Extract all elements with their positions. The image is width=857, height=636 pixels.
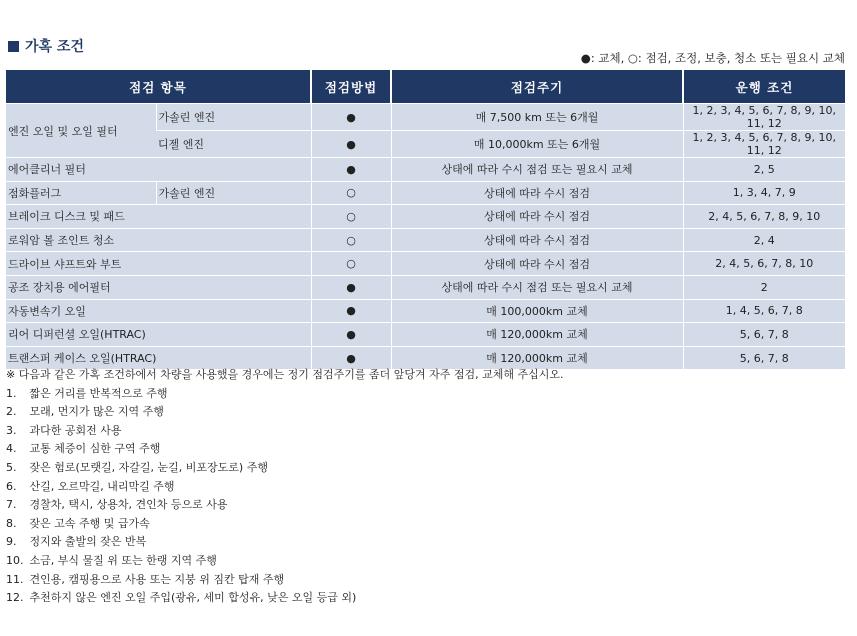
condition-number: 2. — [6, 405, 17, 419]
row-method-cell: ● — [311, 299, 391, 323]
legend-text: ●: 교체, ○: 점검, 조정, 보충, 청소 또는 필요시 교체 — [580, 51, 845, 65]
row-method-cell: ○ — [311, 252, 391, 276]
table-row — [6, 275, 845, 299]
condition-item — [6, 422, 563, 441]
row-condition-cell: 1, 3, 4, 7, 9 — [683, 181, 845, 205]
row-sub-cell: 가솔린 엔진 — [156, 181, 311, 205]
maintenance-table — [6, 70, 845, 369]
condition-item — [6, 403, 563, 422]
row-period-cell: 상태에 따라 수시 점검 — [391, 228, 683, 252]
notes-section — [6, 366, 563, 608]
condition-item — [6, 552, 563, 571]
section-title-text: 가혹 조건 — [25, 39, 84, 55]
condition-number: 5. — [6, 460, 17, 474]
condition-number: 8. — [6, 516, 17, 530]
row-item-cell: 드라이브 샤프트와 부트 — [6, 252, 311, 276]
condition-number: 3. — [6, 423, 17, 437]
row-period-cell: 매 10,000km 또는 6개월 — [391, 131, 683, 158]
row-period-cell: 매 100,000km 교체 — [391, 299, 683, 323]
row-item-cell: 점화플러그 — [6, 181, 156, 205]
row-period-cell: 매 120,000km 교체 — [391, 346, 683, 369]
row-period-cell: 상태에 따라 수시 점검 또는 필요시 교체 — [391, 275, 683, 299]
condition-item — [6, 459, 563, 478]
row-method-cell: ○ — [311, 181, 391, 205]
row-condition-cell: 2 — [683, 275, 845, 299]
condition-item — [6, 440, 563, 459]
table-row — [6, 205, 845, 229]
condition-text: 과다한 공회전 사용 — [29, 423, 122, 437]
row-period-cell: 상태에 따라 수시 점검 — [391, 205, 683, 229]
section-title — [8, 36, 84, 56]
row-period-cell: 상태에 따라 수시 점검 — [391, 252, 683, 276]
condition-text: 견인용, 캠핑용으로 사용 또는 지붕 위 짐칸 탑재 주행 — [29, 572, 285, 586]
condition-number: 6. — [6, 479, 17, 493]
condition-item — [6, 571, 563, 590]
row-method-cell: ● — [311, 275, 391, 299]
condition-text: 소금, 부식 물질 위 또는 한랭 지역 주행 — [29, 553, 217, 567]
condition-item — [6, 478, 563, 497]
condition-text: 교통 체증이 심한 구역 주행 — [29, 442, 161, 456]
condition-number: 11. — [6, 572, 24, 586]
row-item-cell: 엔진 오일 및 오일 필터 — [6, 104, 156, 158]
condition-text: 모래, 먼지가 많은 지역 주행 — [29, 405, 164, 419]
condition-number: 10. — [6, 553, 24, 567]
table-row — [6, 252, 845, 276]
condition-item — [6, 496, 563, 515]
table-row — [6, 104, 845, 131]
row-item-cell: 에어클리너 필터 — [6, 158, 311, 182]
row-sub-cell: 디젤 엔진 — [156, 131, 311, 158]
condition-number: 7. — [6, 498, 17, 512]
row-sub-cell: 가솔린 엔진 — [156, 104, 311, 131]
row-condition-cell: 2, 4 — [683, 228, 845, 252]
title-square-icon — [8, 41, 19, 52]
row-item-cell: 브레이크 디스크 및 패드 — [6, 205, 311, 229]
notes-intro: ※ 다음과 같은 가혹 조건하에서 차량을 사용했을 경우에는 정기 점검주기를 좀더 앞당겨 자주 점검, 교체해 주십시오. — [6, 368, 564, 381]
table-row — [6, 228, 845, 252]
row-method-cell: ● — [311, 158, 391, 182]
row-item-cell: 로워암 볼 조인트 청소 — [6, 228, 311, 252]
condition-number: 12. — [6, 591, 24, 605]
condition-item — [6, 515, 563, 534]
row-method-cell: ● — [311, 104, 391, 131]
condition-text: 산길, 오르막길, 내리막길 주행 — [29, 479, 175, 493]
row-item-cell: 공조 장치용 에어필터 — [6, 275, 311, 299]
condition-text: 잦은 고속 주행 및 급가속 — [29, 516, 150, 530]
condition-text: 경찰차, 택시, 상용차, 견인차 등으로 사용 — [29, 498, 228, 512]
condition-number: 4. — [6, 442, 17, 456]
row-item-cell: 트랜스퍼 케이스 오일(HTRAC) — [6, 346, 311, 369]
header-item: 점검 항목 — [6, 70, 311, 104]
row-method-cell: ○ — [311, 205, 391, 229]
row-condition-cell: 5, 6, 7, 8 — [683, 323, 845, 347]
row-condition-cell: 1, 4, 5, 6, 7, 8 — [683, 299, 845, 323]
condition-item — [6, 385, 563, 404]
row-period-cell: 상태에 따라 수시 점검 또는 필요시 교체 — [391, 158, 683, 182]
row-item-cell: 리어 디퍼런셜 오일(HTRAC) — [6, 323, 311, 347]
table-header-row — [6, 70, 845, 104]
row-method-cell: ● — [311, 346, 391, 369]
table-row — [6, 323, 845, 347]
row-method-cell: ○ — [311, 228, 391, 252]
header-period: 점검주기 — [391, 70, 683, 104]
table-row — [6, 299, 845, 323]
condition-item — [6, 589, 563, 608]
row-condition-cell: 1, 2, 3, 4, 5, 6, 7, 8, 9, 10, 11, 12 — [683, 104, 845, 131]
header-method: 점검방법 — [311, 70, 391, 104]
condition-text: 추천하지 않은 엔진 오일 주입(광유, 세미 합성유, 낮은 오일 등급 외) — [29, 591, 357, 605]
row-item-cell: 자동변속기 오일 — [6, 299, 311, 323]
table-row — [6, 181, 845, 205]
row-method-cell: ● — [311, 131, 391, 158]
condition-text: 잦은 험로(모랫길, 자갈길, 눈길, 비포장도로) 주행 — [29, 460, 268, 474]
condition-number: 1. — [6, 386, 17, 400]
row-condition-cell: 2, 4, 5, 6, 7, 8, 10 — [683, 252, 845, 276]
header-condition: 운행 조건 — [683, 70, 845, 104]
condition-text: 정지와 출발의 잦은 반복 — [29, 535, 147, 549]
row-condition-cell: 2, 4, 5, 6, 7, 8, 9, 10 — [683, 205, 845, 229]
row-period-cell: 매 7,500 km 또는 6개월 — [391, 104, 683, 131]
condition-number: 9. — [6, 535, 17, 549]
row-condition-cell: 5, 6, 7, 8 — [683, 346, 845, 369]
row-period-cell: 상태에 따라 수시 점검 — [391, 181, 683, 205]
conditions-list — [6, 385, 563, 608]
condition-item — [6, 533, 563, 552]
table-row — [6, 158, 845, 182]
row-method-cell: ● — [311, 323, 391, 347]
condition-text: 짧은 거리를 반복적으로 주행 — [29, 386, 168, 400]
row-period-cell: 매 120,000km 교체 — [391, 323, 683, 347]
row-condition-cell: 2, 5 — [683, 158, 845, 182]
row-condition-cell: 1, 2, 3, 4, 5, 6, 7, 8, 9, 10, 11, 12 — [683, 131, 845, 158]
